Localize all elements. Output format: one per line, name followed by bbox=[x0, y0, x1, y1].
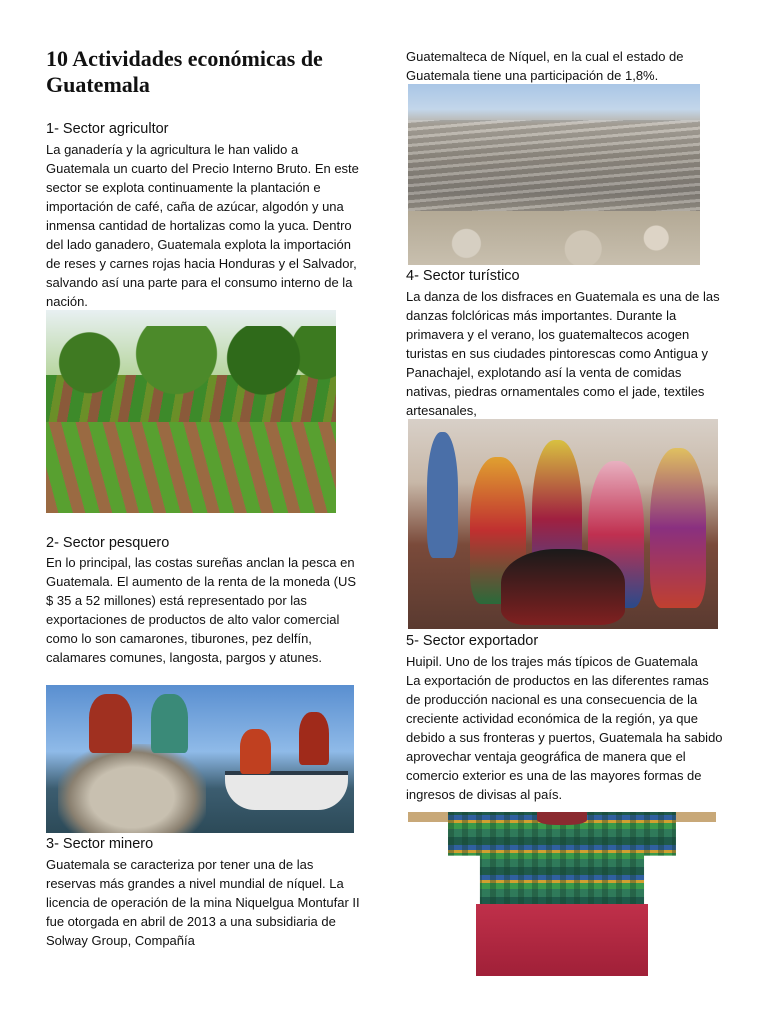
section-3-text-continued: Guatemalteca de Níquel, en la cual el estado de Guatemala tiene una participación de 1,8%. bbox=[406, 49, 684, 83]
section-3-heading: 3- Sector minero bbox=[46, 836, 154, 852]
section-1-text: La ganadería y la agricultura le han valido a Guatemala un cuarto del Precio Interno Bruto. En este sector se explota continuamente la plantación e importación de café, caña de azúcar, algodón y una inmensa cantidad de hortalizas como la yuca. Dentro del lado ganadero, Guatemala explota la importación de reses y carnes rojas hacia Honduras y el Salvador, salvando así una parte para el consumo interno de la nación. bbox=[46, 142, 359, 309]
page-title: 10 Actividades económicas de Guatemala bbox=[46, 46, 323, 97]
section-3-text: Guatemala se caracteriza por tener una de las reservas más grandes a nivel mundial de níquel. La licencia de operación de la mina Niquelgua Montufar II fue otorgada en abril de 2013 a una subsidiaria de Solway Group, Compañía bbox=[46, 857, 360, 948]
huipil-image bbox=[408, 812, 716, 976]
section-4-text: La danza de los disfraces en Guatemala es una de las danzas folclóricas más importantes. Durante la primavera y el verano, los guatemaltecos acogen turistas en sus ciudades pintorescas como Antigua y Panachajel, explotando así la venta de comidas nativas, piedras ornamentales como el jade, textiles artesanales, bbox=[406, 289, 720, 418]
section-4-heading: 4- Sector turístico bbox=[406, 268, 520, 284]
section-2-text: En lo principal, las costas sureñas anclan la pesca en Guatemala. El aumento de la renta de la moneda (US $ 35 a 52 millones) está representado por las exportaciones de productos de alto valor comercial como lo son camarones, tiburones, pez delfín, calamares comunes, langosta, pargos y atunes. bbox=[46, 555, 357, 665]
section-1-heading: 1- Sector agricultor bbox=[46, 121, 169, 137]
nickel-mine-image bbox=[408, 84, 700, 265]
section-2-heading: 2- Sector pesquero bbox=[46, 535, 170, 551]
fishermen-image bbox=[46, 685, 354, 833]
section-5-caption: Huipil. Uno de los trajes más típicos de Guatemala bbox=[406, 654, 698, 669]
section-5-text: La exportación de productos en las diferentes ramas de producción nacional es una consecuencia de la creciente actividad económica de la región, ya que debido a sus fronteras y puertos, Guatemala ha sabido aprovechar ventaja geográfica de manera que el comercio exterior es una de las mayores formas de ingresos de divisas al país. bbox=[406, 673, 723, 802]
coffee-plantation-image bbox=[46, 310, 336, 513]
section-5-heading: 5- Sector exportador bbox=[406, 633, 539, 649]
folk-dance-image bbox=[408, 419, 718, 629]
